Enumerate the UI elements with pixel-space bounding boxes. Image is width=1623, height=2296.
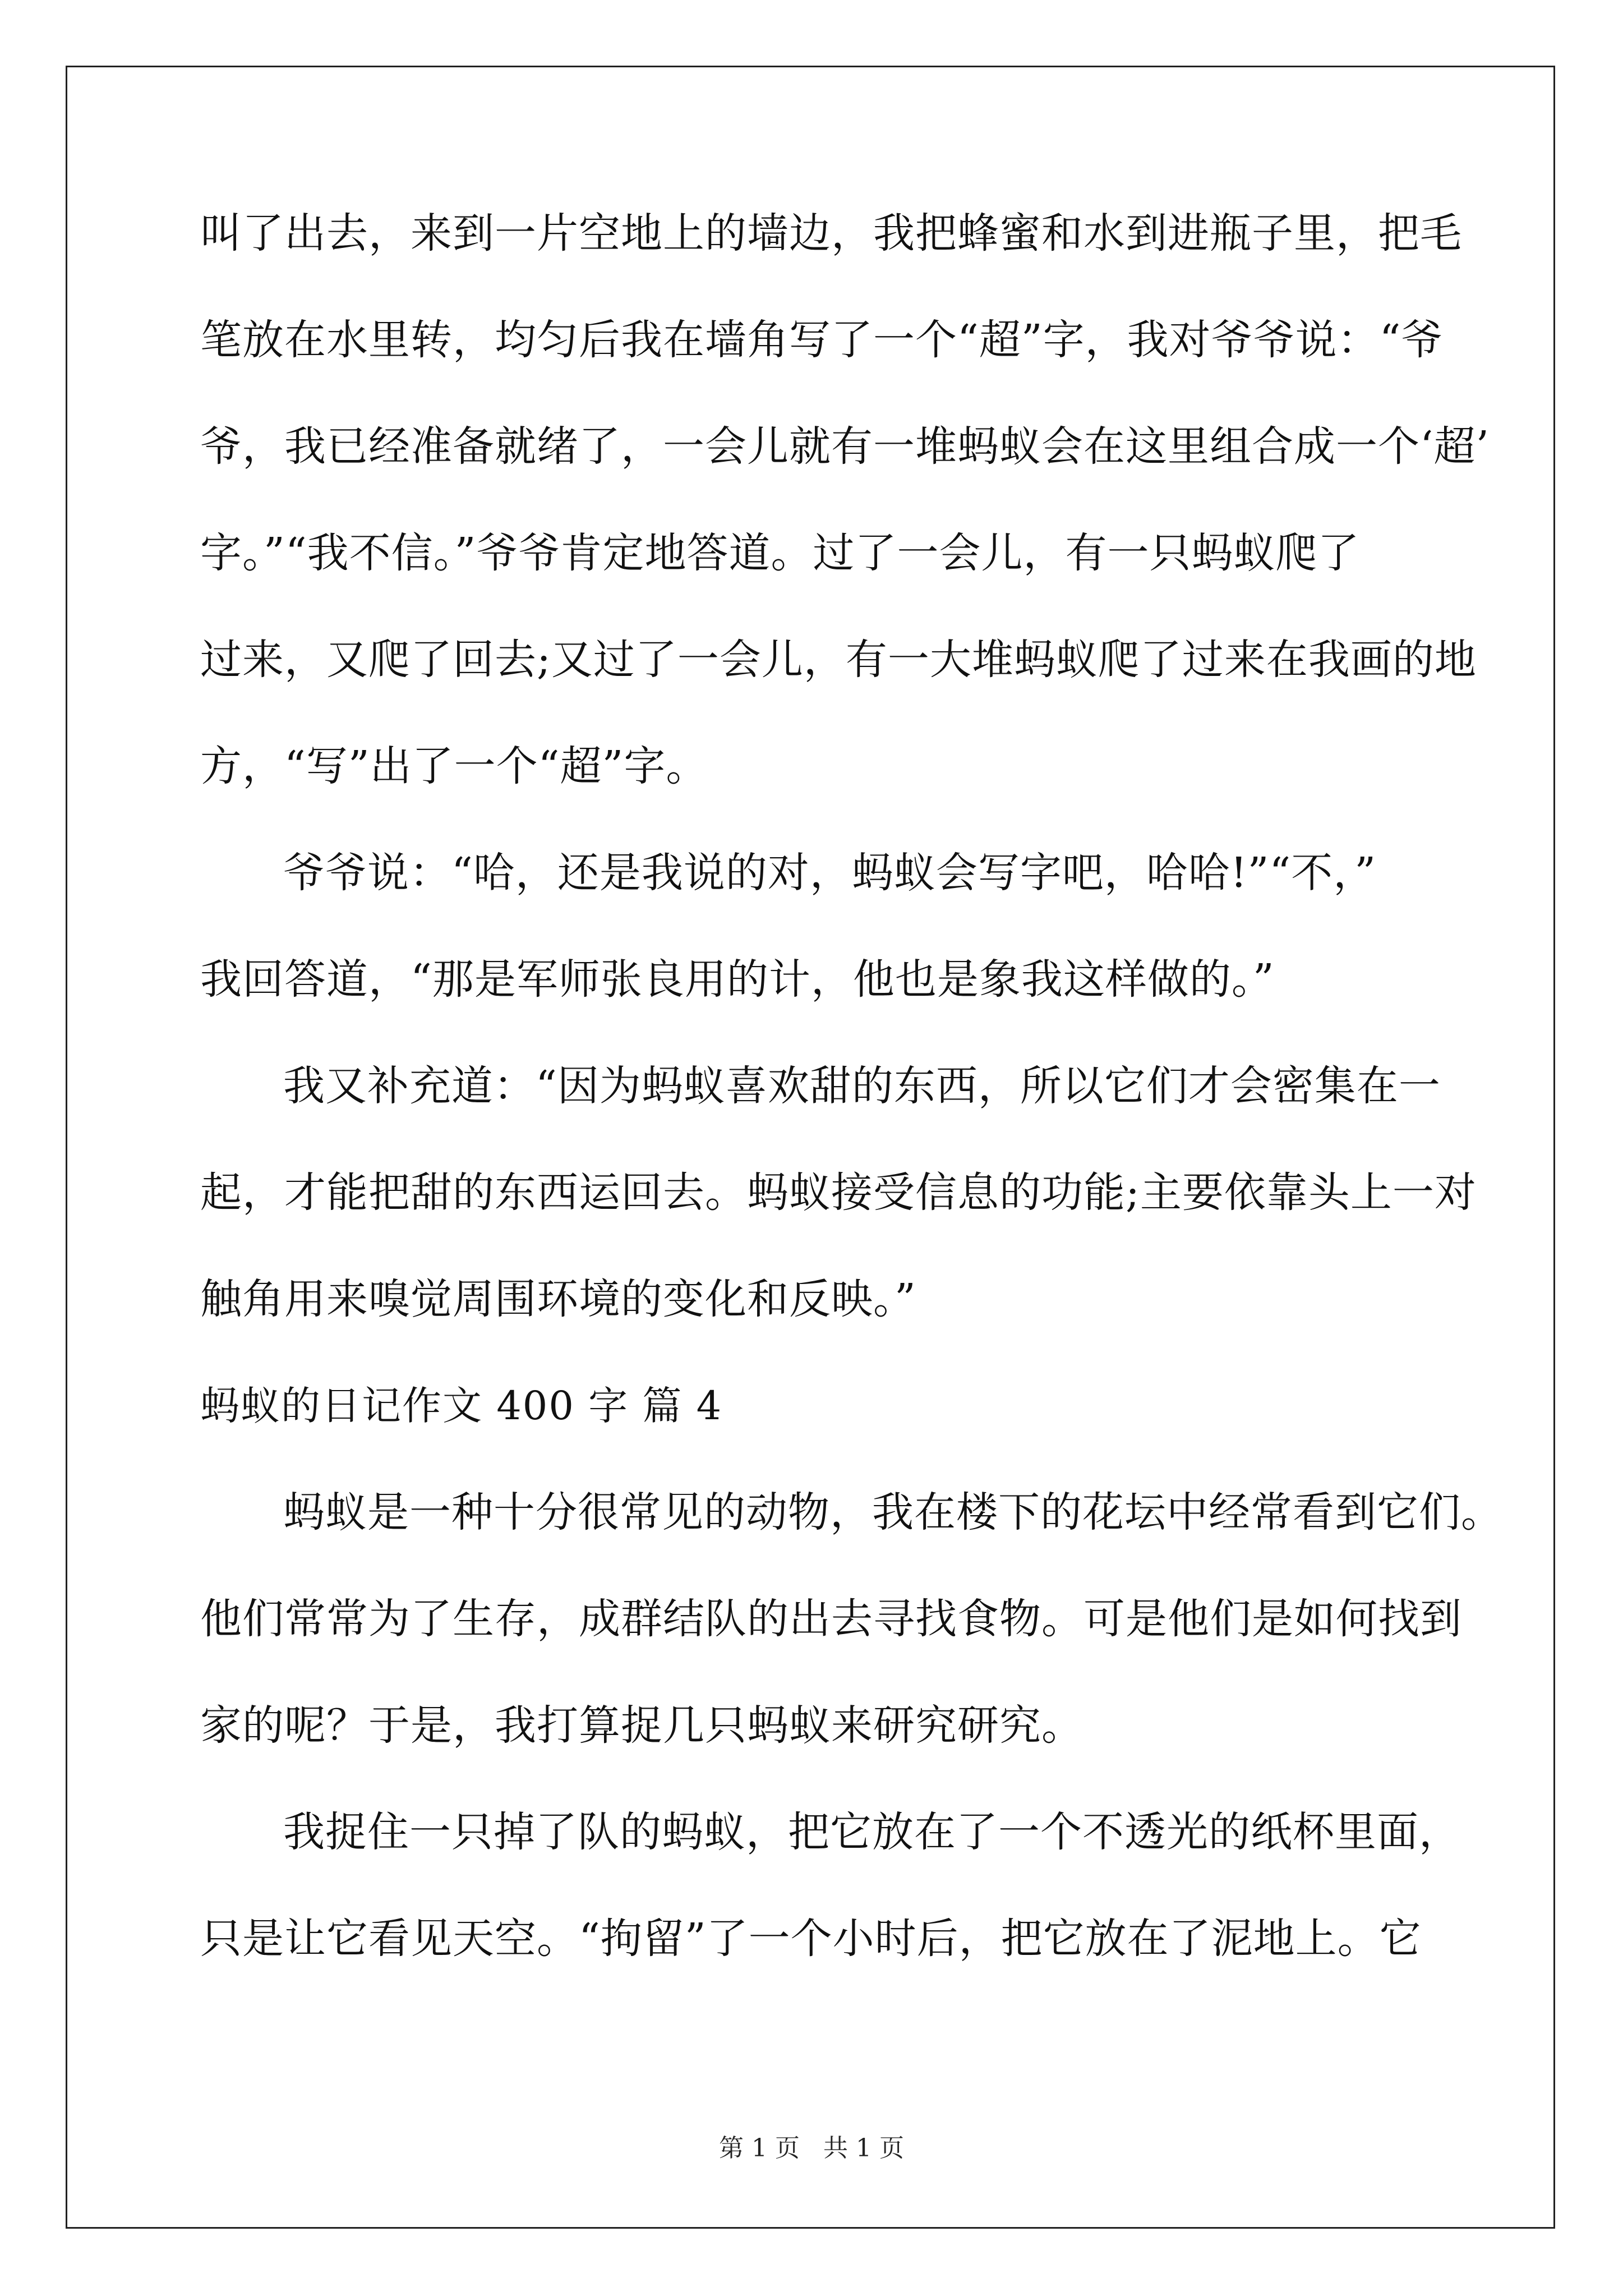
paragraph-start: 爷爷说：“哈，还是我说的对，蚂蚁会写字吧，哈哈!”“不，” <box>283 849 1377 897</box>
paragraph-start: 我捉住一只掉了队的蚂蚁，把它放在了一个不透光的纸杯里面， <box>283 1808 1461 1856</box>
text-line: 触角用来嗅觉周围环境的变化和反映。” <box>200 1275 916 1323</box>
text-line: 笔放在水里转，均匀后我在墙角写了一个“超”字，我对爷爷说：“爷 <box>200 316 1444 364</box>
text-line: 家的呢？于是，我打算捉几只蚂蚁来研究研究。 <box>200 1701 1083 1750</box>
text-line: 方，“写”出了一个“超”字。 <box>200 742 708 790</box>
text-line: 字。”“我不信。”爷爷肯定地答道。过了一会儿，有一只蚂蚁爬了 <box>200 529 1360 577</box>
text-line: 过来，又爬了回去;又过了一会儿，有一大堆蚂蚁爬了过来在我画的地 <box>200 636 1477 684</box>
text-line: 只是让它看见天空。“拘留”了一个小时后，把它放在了泥地上。它 <box>200 1915 1422 1963</box>
page-number-footer: 第 1 页 共 1 页 <box>719 2134 904 2162</box>
paragraph-start: 蚂蚁是一种十分很常见的动物，我在楼下的花坛中经常看到它们。 <box>283 1488 1503 1536</box>
paragraph-start: 我又补充道：“因为蚂蚁喜欢甜的东西，所以它们才会密集在一 <box>283 1062 1441 1110</box>
text-line: 起，才能把甜的东西运回去。蚂蚁接受信息的功能;主要依靠头上一对 <box>200 1168 1477 1217</box>
text-line: 叫了出去，来到一片空地上的墙边，我把蜂蜜和水到进瓶子里，把毛 <box>200 209 1462 257</box>
text-line: 爷，我已经准备就绪了，一会儿就有一堆蚂蚁会在这里组合成一个‘超’ <box>200 422 1490 471</box>
text-line: 他们常常为了生存，成群结队的出去寻找食物。可是他们是如何找到 <box>200 1595 1462 1643</box>
document-body <box>200 208 1503 2019</box>
section-heading: 蚂蚁的日记作文 400 字 篇 4 <box>200 1383 723 1429</box>
text-line: 我回答道，“那是军师张良用的计，他也是象我这样做的。” <box>200 955 1275 1004</box>
